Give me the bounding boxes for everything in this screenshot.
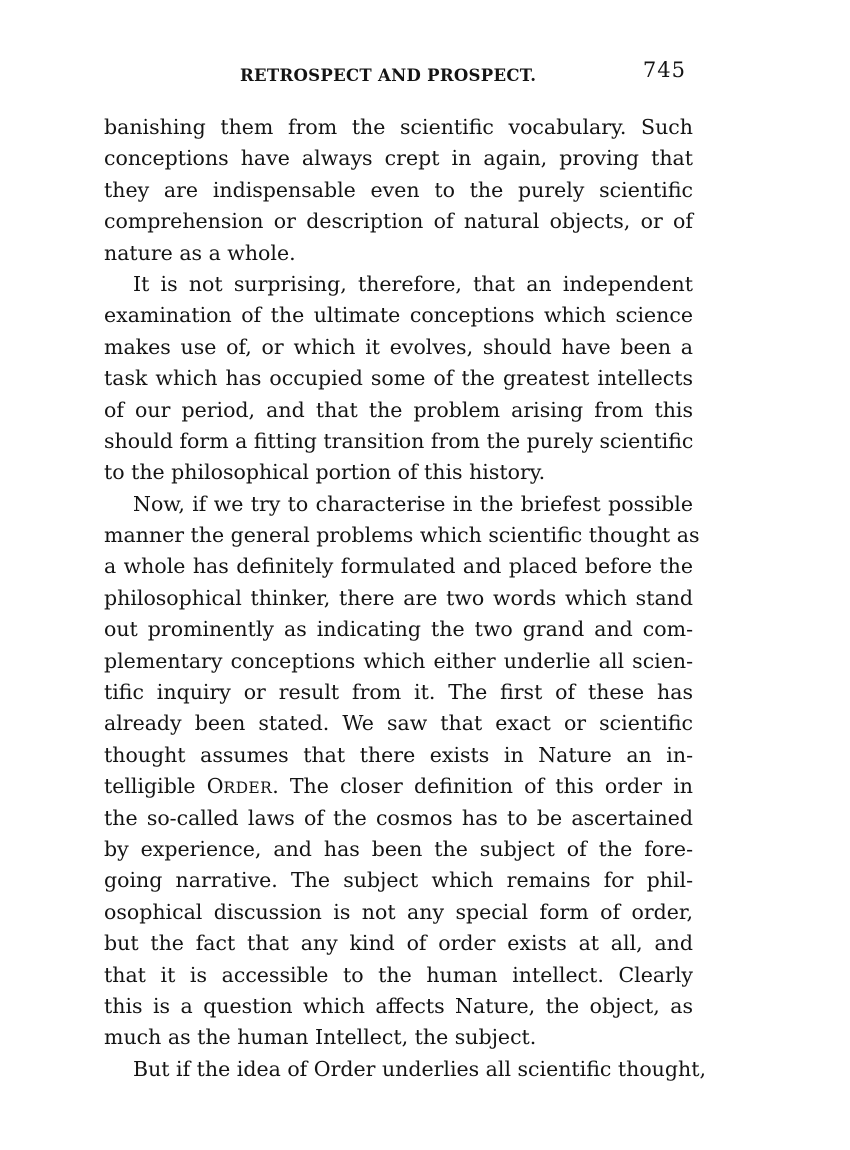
text-line — [104, 771, 693, 802]
text-line: by experience, and has been the subject of the fore- — [104, 836, 693, 861]
text-line: nature as a whole. — [104, 240, 296, 265]
text-line: comprehension or description of natural objects, or of — [104, 209, 693, 234]
text-segment: telligible — [104, 774, 207, 799]
text-line: conceptions have always crept in again, proving that — [104, 146, 693, 171]
text-line: a whole has definitely formulated and placed before the — [104, 554, 693, 579]
text-line: banishing them from the scientific vocabulary. Such — [104, 115, 693, 139]
text-line: should form a fitting transition from the purely scientific — [104, 428, 694, 453]
text-line: task which has occupied some of the greatest intellects — [104, 366, 693, 391]
text-line: But if the idea of Order underlies all scientific thought, — [133, 1056, 706, 1081]
text-line: thought assumes that there exists in Nature an in- — [104, 742, 693, 767]
text-line: manner the general problems which scientific thought as — [104, 523, 700, 548]
text-line: this is a question which affects Nature, the object, as — [104, 993, 693, 1018]
text-line: Now, if we try to characterise in the briefest possible — [133, 491, 693, 516]
text-line: It is not surprising, therefore, that an independent — [133, 271, 693, 296]
text-line: osophical discussion is not any special form of order, — [104, 899, 693, 924]
small-caps-first-letter: O — [206, 774, 224, 799]
text-line: tific inquiry or result from it. The first of these has — [104, 680, 693, 705]
text-line: they are indispensable even to the purely scientific — [104, 177, 693, 202]
text-line: much as the human Intellect, the subject. — [104, 1025, 537, 1050]
text-line: makes use of, or which it evolves, should have been a — [104, 334, 693, 359]
text-line: that it is accessible to the human intellect. Clearly — [104, 962, 693, 987]
text-segment: . The closer definition of this order in — [272, 774, 694, 799]
running-title: RETROSPECT AND PROSPECT. — [240, 66, 537, 85]
text-line: out prominently as indicating the two grand and com- — [104, 617, 693, 642]
page-header — [240, 58, 700, 88]
text-line: examination of the ultimate conceptions which science — [104, 303, 693, 328]
small-caps-word: RDER — [223, 779, 273, 798]
text-line: philosophical thinker, there are two words which stand — [104, 585, 693, 610]
text-line: of our period, and that the problem arising from this — [104, 397, 693, 422]
page-number: 745 — [642, 58, 686, 82]
body-text — [104, 112, 706, 1085]
text-line: but the fact that any kind of order exists at all, and — [104, 931, 693, 956]
text-line: the so-called laws of the cosmos has to be ascertained — [104, 805, 693, 830]
text-line: to the philosophical portion of this history. — [104, 460, 546, 485]
text-line: plementary conceptions which either underlie all scien- — [104, 648, 693, 673]
text-line: going narrative. The subject which remains for phil- — [104, 868, 693, 893]
text-line: already been stated. We saw that exact or scientific — [104, 711, 693, 736]
